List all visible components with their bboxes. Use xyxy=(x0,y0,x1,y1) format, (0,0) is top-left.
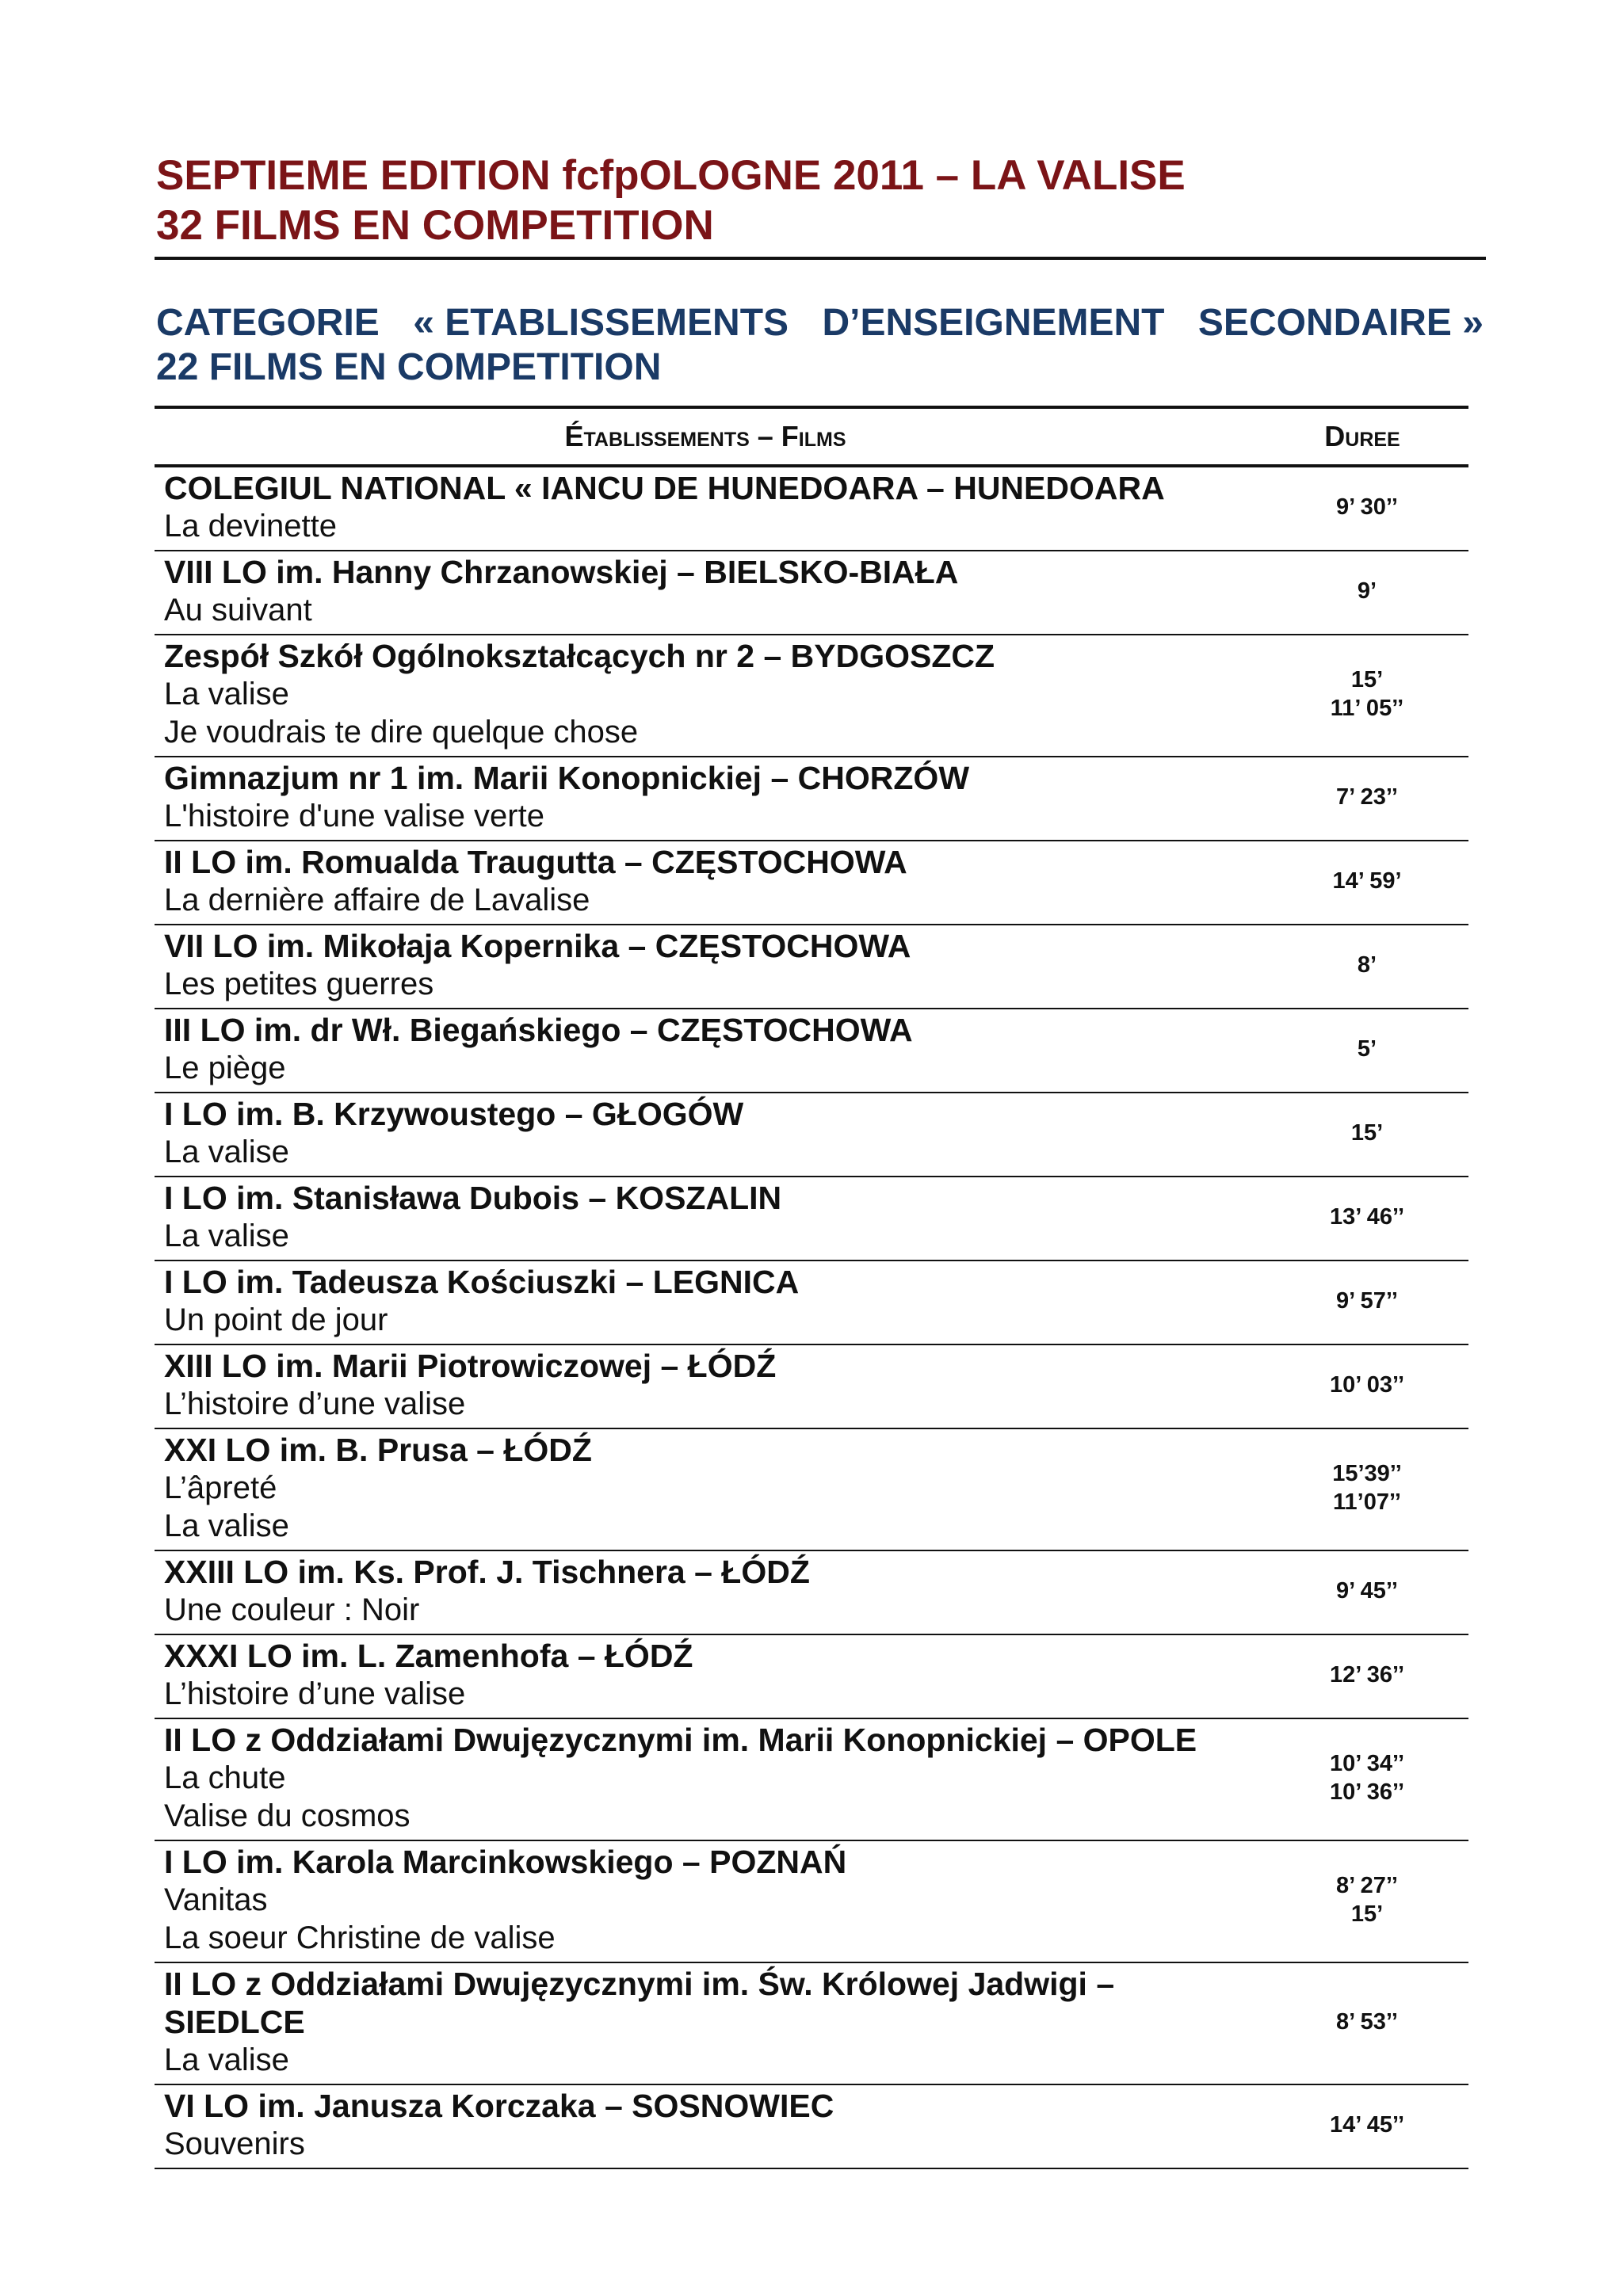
school-name: I LO im. Tadeusza Kościuszki – LEGNICA xyxy=(164,1264,800,1300)
duree-cell xyxy=(1256,841,1468,925)
film-duration: 15’39’’ xyxy=(1332,1461,1402,1486)
table-row xyxy=(155,635,1468,757)
film-title: La valise xyxy=(164,2042,289,2077)
table-row xyxy=(155,1428,1468,1550)
film-duration: 8’ xyxy=(1357,952,1377,978)
table-row xyxy=(155,1840,1468,1962)
category-heading-line1 xyxy=(156,301,1484,345)
film-title: La chute xyxy=(164,1760,286,1795)
film-duration: 13’ 46’’ xyxy=(1329,1204,1405,1230)
film-duration: 5’ xyxy=(1357,1036,1377,1062)
column-header-duree: Duree xyxy=(1256,407,1468,466)
school-name: I LO im. B. Krzywoustego – GŁOGÓW xyxy=(164,1096,744,1132)
film-title: Au suivant xyxy=(164,593,312,627)
duree-cell xyxy=(1256,1428,1468,1550)
etablissement-cell xyxy=(155,1093,1256,1177)
table-row xyxy=(155,1634,1468,1718)
school-name: II LO z Oddziałami Dwujęzycznymi im. Marii Konopnickiej – OPOLE xyxy=(164,1722,1197,1758)
table-row xyxy=(155,1344,1468,1428)
school-name: XIII LO im. Marii Piotrowiczowej – ŁÓDŹ xyxy=(164,1348,777,1384)
film-duration: 8’ 27’’ xyxy=(1336,1873,1398,1898)
etablissement-cell xyxy=(155,1962,1256,2084)
film-title: La soeur Christine de valise xyxy=(164,1920,556,1955)
table-row xyxy=(155,1261,1468,1344)
film-duration: 15’ xyxy=(1350,1901,1384,1927)
table-header-row xyxy=(155,407,1468,466)
duree-cell xyxy=(1256,1009,1468,1093)
film-duration: 15’ xyxy=(1350,1120,1384,1146)
category-word: D’ENSEIGNEMENT xyxy=(822,302,1165,344)
film-title: Le piège xyxy=(164,1051,286,1085)
films-table xyxy=(155,406,1468,2169)
table-row xyxy=(155,841,1468,925)
film-title: Souvenirs xyxy=(164,2126,305,2161)
school-name: II LO im. Romualda Traugutta – CZĘSTOCHOWA xyxy=(164,844,907,880)
table-row xyxy=(155,466,1468,551)
main-title-line1: SEPTIEME EDITION fcfpOLOGNE 2011 – LA VALISE xyxy=(156,152,1186,199)
duree-cell xyxy=(1256,1177,1468,1261)
etablissement-cell xyxy=(155,1261,1256,1344)
film-title: L’histoire d’une valise xyxy=(164,1676,466,1711)
duree-cell xyxy=(1256,925,1468,1009)
column-header-etablissements: Établissements – Films xyxy=(155,407,1256,466)
etablissement-cell xyxy=(155,1550,1256,1634)
duree-cell xyxy=(1256,1093,1468,1177)
category-heading xyxy=(155,301,1484,390)
table-row xyxy=(155,757,1468,841)
school-name: Zespół Szkół Ogólnokształcących nr 2 – BYDGOSZCZ xyxy=(164,638,995,674)
film-duration: 15’ xyxy=(1350,667,1384,692)
etablissement-cell xyxy=(155,925,1256,1009)
film-duration: 14’ 45’’ xyxy=(1329,2112,1405,2138)
table-row xyxy=(155,1550,1468,1634)
table-row xyxy=(155,925,1468,1009)
film-title: L'histoire d'une valise verte xyxy=(164,799,544,833)
film-title: L’âpreté xyxy=(164,1470,277,1505)
etablissement-cell xyxy=(155,841,1256,925)
school-name: III LO im. dr Wł. Biegańskiego – CZĘSTOCHOWA xyxy=(164,1012,913,1048)
category-word: « ETABLISSEMENTS xyxy=(413,302,789,344)
film-duration: 8’ 53’’ xyxy=(1336,2009,1398,2035)
duree-cell xyxy=(1256,635,1468,757)
film-duration: 11’ 05’’ xyxy=(1330,696,1404,721)
duree-cell xyxy=(1256,1344,1468,1428)
film-title: La devinette xyxy=(164,509,337,543)
category-heading-line2: 22 FILMS EN COMPETITION xyxy=(156,346,662,388)
school-name: VI LO im. Janusza Korczaka – SOSNOWIEC xyxy=(164,2088,834,2124)
table-row xyxy=(155,1093,1468,1177)
table-row xyxy=(155,1962,1468,2084)
document-page xyxy=(155,151,1486,2169)
film-duration: 11’07’’ xyxy=(1332,1489,1401,1515)
film-title: La valise xyxy=(164,1508,289,1543)
etablissement-cell xyxy=(155,466,1256,551)
etablissement-cell xyxy=(155,635,1256,757)
film-title: Un point de jour xyxy=(164,1302,388,1337)
school-name: Gimnazjum nr 1 im. Marii Konopnickiej – CHORZÓW xyxy=(164,760,970,796)
film-title: La valise xyxy=(164,1135,289,1169)
film-title: La valise xyxy=(164,1219,289,1253)
table-row xyxy=(155,1009,1468,1093)
school-name: XXIII LO im. Ks. Prof. J. Tischnera – ŁÓDŹ xyxy=(164,1554,810,1590)
table-row xyxy=(155,2084,1468,2168)
category-word: SECONDAIRE » xyxy=(1197,302,1484,344)
film-title: Valise du cosmos xyxy=(164,1798,411,1833)
etablissement-cell xyxy=(155,1344,1256,1428)
film-duration: 10’ 34’’ xyxy=(1329,1751,1405,1776)
school-name: I LO im. Stanisława Dubois – KOSZALIN xyxy=(164,1180,782,1216)
duree-cell xyxy=(1256,1261,1468,1344)
film-title: La dernière affaire de Lavalise xyxy=(164,883,590,917)
film-duration: 7’ 23’’ xyxy=(1336,784,1398,810)
main-title-line2: 32 FILMS EN COMPETITION xyxy=(156,202,714,249)
film-title: Je voudrais te dire quelque chose xyxy=(164,715,639,749)
category-word: CATEGORIE xyxy=(156,302,380,344)
duree-cell xyxy=(1256,551,1468,635)
duree-cell xyxy=(1256,466,1468,551)
film-duration: 10’ 36’’ xyxy=(1329,1779,1405,1805)
school-name: I LO im. Karola Marcinkowskiego – POZNAŃ xyxy=(164,1844,847,1880)
duree-cell xyxy=(1256,757,1468,841)
etablissement-cell xyxy=(155,757,1256,841)
duree-cell xyxy=(1256,2084,1468,2168)
film-title: L’histoire d’une valise xyxy=(164,1386,466,1421)
etablissement-cell xyxy=(155,1634,1256,1718)
table-row xyxy=(155,1718,1468,1840)
school-name: XXI LO im. B. Prusa – ŁÓDŹ xyxy=(164,1432,592,1468)
main-title xyxy=(155,151,1486,250)
film-duration: 9’ xyxy=(1357,578,1377,604)
film-duration: 9’ 57’’ xyxy=(1336,1288,1398,1314)
film-duration: 14’ 59’ xyxy=(1332,868,1402,894)
etablissement-cell xyxy=(155,1428,1256,1550)
film-duration: 9’ 45’’ xyxy=(1336,1578,1398,1604)
duree-cell xyxy=(1256,1962,1468,2084)
school-name: COLEGIUL NATIONAL « IANCU DE HUNEDOARA – HUNEDOARA xyxy=(164,470,1165,506)
etablissement-cell xyxy=(155,1177,1256,1261)
etablissement-cell xyxy=(155,2084,1256,2168)
duree-cell xyxy=(1256,1550,1468,1634)
school-name: VII LO im. Mikołaja Kopernika – CZĘSTOCHOWA xyxy=(164,928,911,964)
school-name: II LO z Oddziałami Dwujęzycznymi im. Św. Królowej Jadwigi – SIEDLCE xyxy=(164,1966,1115,2040)
film-title: Les petites guerres xyxy=(164,967,434,1001)
film-title: Vanitas xyxy=(164,1882,268,1917)
film-duration: 10’ 03’’ xyxy=(1329,1372,1405,1398)
duree-cell xyxy=(1256,1634,1468,1718)
duree-cell xyxy=(1256,1718,1468,1840)
school-name: VIII LO im. Hanny Chrzanowskiej – BIELSKO-BIAŁA xyxy=(164,554,959,590)
table-body xyxy=(155,466,1468,2168)
film-title: Une couleur : Noir xyxy=(164,1592,420,1627)
duree-cell xyxy=(1256,1840,1468,1962)
etablissement-cell xyxy=(155,1840,1256,1962)
etablissement-cell xyxy=(155,1718,1256,1840)
title-divider xyxy=(155,257,1486,260)
film-title: La valise xyxy=(164,677,289,711)
school-name: XXXI LO im. L. Zamenhofa – ŁÓDŹ xyxy=(164,1638,693,1674)
film-duration: 12’ 36’’ xyxy=(1329,1662,1405,1688)
etablissement-cell xyxy=(155,551,1256,635)
table-row xyxy=(155,1177,1468,1261)
table-row xyxy=(155,551,1468,635)
etablissement-cell xyxy=(155,1009,1256,1093)
film-duration: 9’ 30’’ xyxy=(1336,494,1398,520)
